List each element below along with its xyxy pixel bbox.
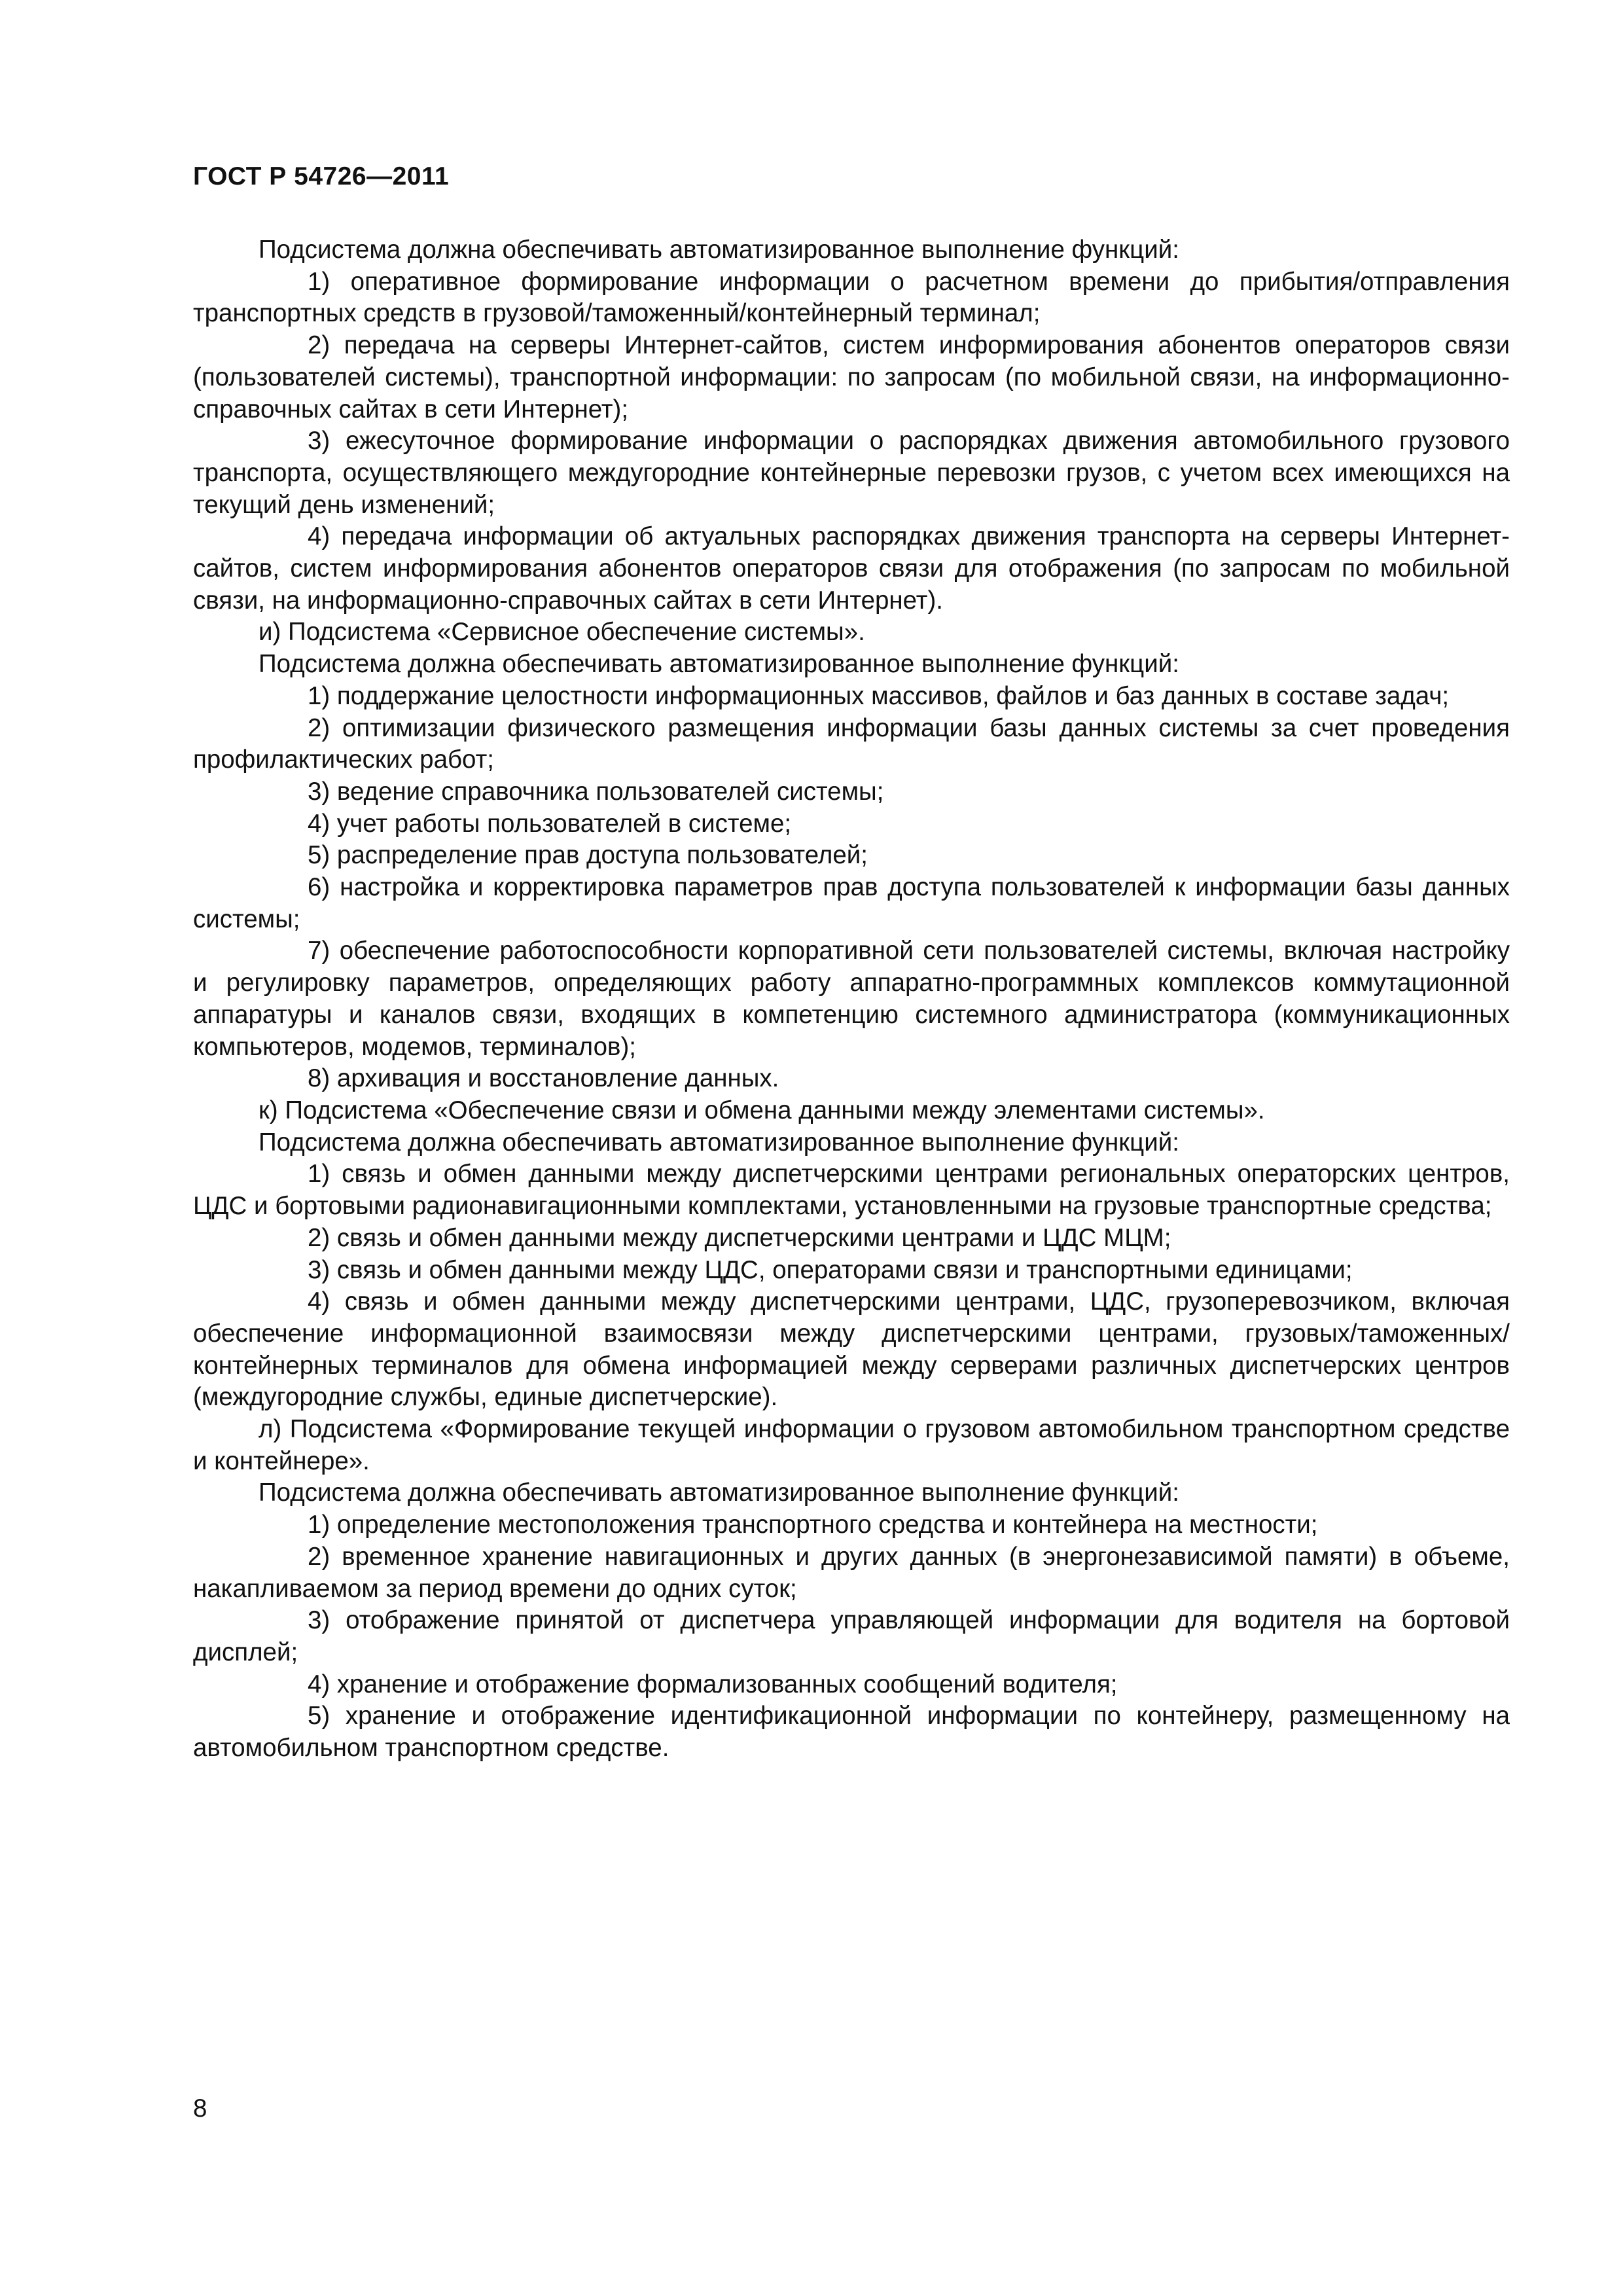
paragraph: 1) определение местоположения транспортного средства и контейнера на местности;: [308, 1511, 1318, 1539]
paragraph: л) Подсистема «Формирование текущей информации о грузовом автомобильном транспортном средстве и контейнере».: [193, 1415, 1510, 1475]
paragraph: 7) обеспечение работоспособности корпоративной сети пользователей системы, включая настройку и регулировку параметров, определяющих работу аппаратно-программных комплексов коммутационной аппаратуры и каналов связи, входящих в компетенцию системного администратора (коммуникационных компьютеров, модемов, терминалов);: [193, 937, 1510, 1061]
paragraph: Подсистема должна обеспечивать автоматизированное выполнение функций:: [259, 236, 1179, 264]
paragraph: 2) передача на серверы Интернет-сайтов, систем информирования абонентов операторов связи (пользователей системы), транспортной информации: по запросам (по мобильной связи, на информационно-справочных сайтах в сети Интернет);: [193, 331, 1510, 423]
paragraph: 4) учет работы пользователей в системе;: [308, 809, 792, 838]
paragraph: 2) временное хранение навигационных и других данных (в энергонезависимой памяти) в объеме, накапливаемом за период времени до одних суток;: [193, 1542, 1510, 1603]
paragraph: 5) распределение прав доступа пользователей;: [308, 841, 868, 870]
paragraph: к) Подсистема «Обеспечение связи и обмена данными между элементами системы».: [259, 1096, 1265, 1124]
paragraph: 6) настройка и корректировка параметров прав доступа пользователей к информации базы данных системы;: [193, 873, 1510, 933]
paragraph: 5) хранение и отображение идентификационной информации по контейнеру, размещенному на автомобильном транспортном средстве.: [193, 1702, 1510, 1763]
paragraph: 3) ежесуточное формирование информации о распорядках движения автомобильного грузового транспорта, осуществляющего междугородние контейнерные перевозки грузов, с учетом всех имеющихся на текущий день изменений;: [193, 427, 1510, 519]
document-body: [193, 234, 1510, 1765]
page-number: 8: [193, 2094, 207, 2123]
paragraph: 1) оперативное формирование информации о расчетном времени до прибытия/отправления транспортных средств в грузовой/таможенный/контейнерный терминал;: [193, 267, 1510, 328]
paragraph: Подсистема должна обеспечивать автоматизированное выполнение функций:: [259, 650, 1179, 679]
paragraph: 1) поддержание целостности информационных массивов, файлов и баз данных в составе задач;: [308, 681, 1450, 710]
paragraph: 2) связь и обмен данными между диспетчерскими центрами и ЦДС МЦМ;: [308, 1223, 1171, 1252]
standard-title: ГОСТ Р 54726—2011: [193, 162, 450, 190]
paragraph: 2) оптимизации физического размещения информации базы данных системы за счет проведения профилактических работ;: [193, 713, 1510, 774]
paragraph: 4) хранение и отображение формализованных сообщений водителя;: [308, 1670, 1118, 1698]
paragraph: 1) связь и обмен данными между диспетчерскими центрами региональных операторских центров, ЦДС и бортовыми радионавигационными комплектами, установленными на грузовые транспортные средства;: [193, 1160, 1510, 1221]
document-header: [193, 162, 449, 191]
paragraph: 3) связь и обмен данными между ЦДС, операторами связи и транспортными единицами;: [308, 1255, 1353, 1284]
paragraph: 8) архивация и восстановление данных.: [308, 1064, 779, 1093]
paragraph: 3) отображение принятой от диспетчера управляющей информации для водителя на бортовой дисплей;: [193, 1606, 1510, 1666]
paragraph: 3) ведение справочника пользователей системы;: [308, 777, 884, 806]
paragraph: и) Подсистема «Сервисное обеспечение системы».: [259, 618, 865, 647]
paragraph: 4) связь и обмен данными между диспетчерскими центрами, ЦДС, грузоперевозчиком, включая обеспечение информационной взаимосвязи между диспетчерскими центрами, грузовых/таможенных/контейнерных терминалов для обмена информацией между серверами различных диспетчерских центров (междугородние службы, единые диспетчерские).: [193, 1287, 1510, 1412]
paragraph: 4) передача информации об актуальных распорядках движения транспорта на серверы Интернет-сайтов, систем информирования абонентов операторов связи для отображения (по запросам по мобильной связи, на информационно-справочных сайтах в сети Интернет).: [193, 522, 1510, 615]
paragraph: Подсистема должна обеспечивать автоматизированное выполнение функций:: [259, 1479, 1179, 1507]
paragraph: Подсистема должна обеспечивать автоматизированное выполнение функций:: [259, 1128, 1179, 1157]
